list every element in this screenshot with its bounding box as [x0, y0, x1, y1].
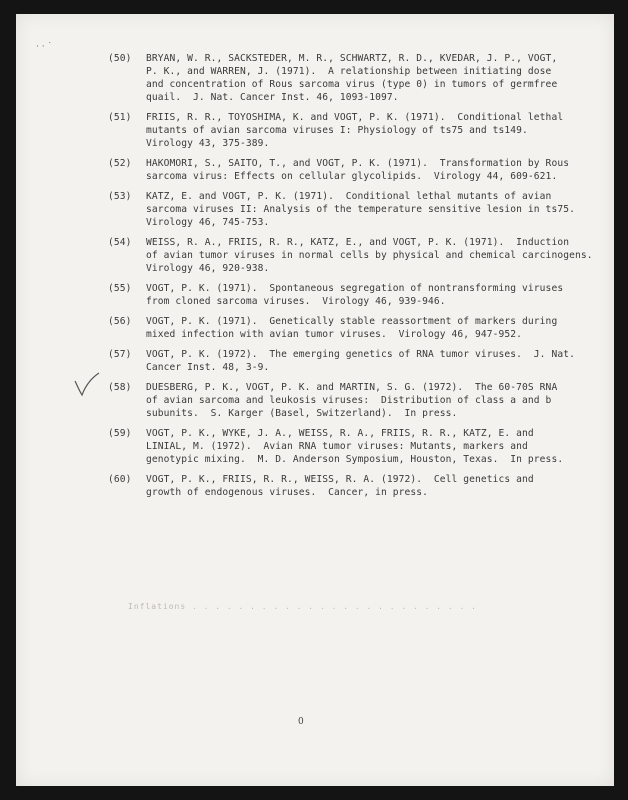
reference-number: (51): [108, 112, 132, 123]
reference-list: [108, 52, 608, 506]
reference-entry: [108, 315, 608, 341]
reference-entry: [108, 348, 608, 374]
reference-line: FRIIS, R. R., TOYOSHIMA, K. and VOGT, P. K. (1971). Conditional lethal: [146, 112, 564, 123]
handwritten-check-mark: [73, 371, 103, 397]
reference-line: VOGT, P. K. (1971). Spontaneous segregation of nontransforming viruses: [146, 283, 564, 294]
page-mark: 0: [298, 717, 304, 727]
reference-line: VOGT, P. K. (1971). Genetically stable reassortment of markers during: [146, 316, 558, 327]
reference-line: mixed infection with avian tumor viruses. Virology 46, 947-952.: [146, 329, 523, 340]
reference-entry: [108, 236, 608, 275]
faint-bleedthrough-line: Inflations . . . . . . . . . . . . . . . . . . . . . . . . .: [128, 602, 477, 610]
reference-number: (54): [108, 237, 132, 248]
reference-line: KATZ, E. and VOGT, P. K. (1971). Conditional lethal mutants of avian: [146, 191, 552, 202]
reference-number: (55): [108, 283, 132, 294]
reference-line: HAKOMORI, S., SAITO, T., and VOGT, P. K. (1971). Transformation by Rous: [146, 158, 570, 169]
reference-line: genotypic mixing. M. D. Anderson Symposium, Houston, Texas. In press.: [146, 454, 564, 465]
reference-line: Virology 46, 920-938.: [146, 263, 270, 274]
reference-line: DUESBERG, P. K., VOGT, P. K. and MARTIN, S. G. (1972). The 60-70S RNA: [146, 382, 558, 393]
reference-line: LINIAL, M. (1972). Avian RNA tumor viruses: Mutants, markers and: [146, 441, 528, 452]
reference-entry: [108, 52, 608, 104]
reference-number: (58): [108, 382, 132, 393]
reference-entry: [108, 473, 608, 499]
reference-line: sarcoma viruses II: Analysis of the temperature sensitive lesion in ts75.: [146, 204, 575, 215]
reference-line: growth of endogenous viruses. Cancer, in press.: [146, 487, 429, 498]
reference-number: (52): [108, 158, 132, 169]
reference-line: Virology 46, 745-753.: [146, 217, 270, 228]
reference-line: sarcoma virus: Effects on cellular glycolipids. Virology 44, 609-621.: [146, 171, 558, 182]
reference-number: (50): [108, 53, 132, 64]
reference-line: of avian tumor viruses in normal cells by physical and chemical carcinogens.: [146, 250, 593, 261]
reference-line: Virology 43, 375-389.: [146, 138, 270, 149]
reference-line: mutants of avian sarcoma viruses I: Physiology of ts75 and ts149.: [146, 125, 528, 136]
reference-number: (59): [108, 428, 132, 439]
reference-entry: [108, 381, 608, 420]
reference-entry: [108, 282, 608, 308]
reference-number: (57): [108, 349, 132, 360]
reference-line: VOGT, P. K. (1972). The emerging genetics of RNA tumor viruses. J. Nat.: [146, 349, 575, 360]
reference-entry: [108, 427, 608, 466]
reference-line: of avian sarcoma and leukosis viruses: Distribution of class a and b: [146, 395, 552, 406]
reference-entry: [108, 190, 608, 229]
reference-line: from cloned sarcoma viruses. Virology 46, 939-946.: [146, 296, 446, 307]
reference-entry: [108, 157, 608, 183]
reference-line: P. K., and WARREN, J. (1971). A relationship between initiating dose: [146, 66, 552, 77]
margin-specks: · · ˙: [36, 42, 52, 52]
reference-line: WEISS, R. A., FRIIS, R. R., KATZ, E., and VOGT, P. K. (1971). Induction: [146, 237, 570, 248]
reference-number: (60): [108, 474, 132, 485]
reference-line: and concentration of Rous sarcoma virus (type 0) in tumors of germfree: [146, 79, 558, 90]
reference-line: VOGT, P. K., FRIIS, R. R., WEISS, R. A. (1972). Cell genetics and: [146, 474, 534, 485]
reference-number: (56): [108, 316, 132, 327]
reference-line: quail. J. Nat. Cancer Inst. 46, 1093-1097.: [146, 92, 399, 103]
reference-line: subunits. S. Karger (Basel, Switzerland). In press.: [146, 408, 458, 419]
reference-line: VOGT, P. K., WYKE, J. A., WEISS, R. A., FRIIS, R. R., KATZ, E. and: [146, 428, 534, 439]
reference-line: BRYAN, W. R., SACKSTEDER, M. R., SCHWARTZ, R. D., KVEDAR, J. P., VOGT,: [146, 53, 558, 64]
reference-number: (53): [108, 191, 132, 202]
document-page: [16, 14, 614, 786]
reference-entry: [108, 111, 608, 150]
reference-line: Cancer Inst. 48, 3-9.: [146, 362, 270, 373]
